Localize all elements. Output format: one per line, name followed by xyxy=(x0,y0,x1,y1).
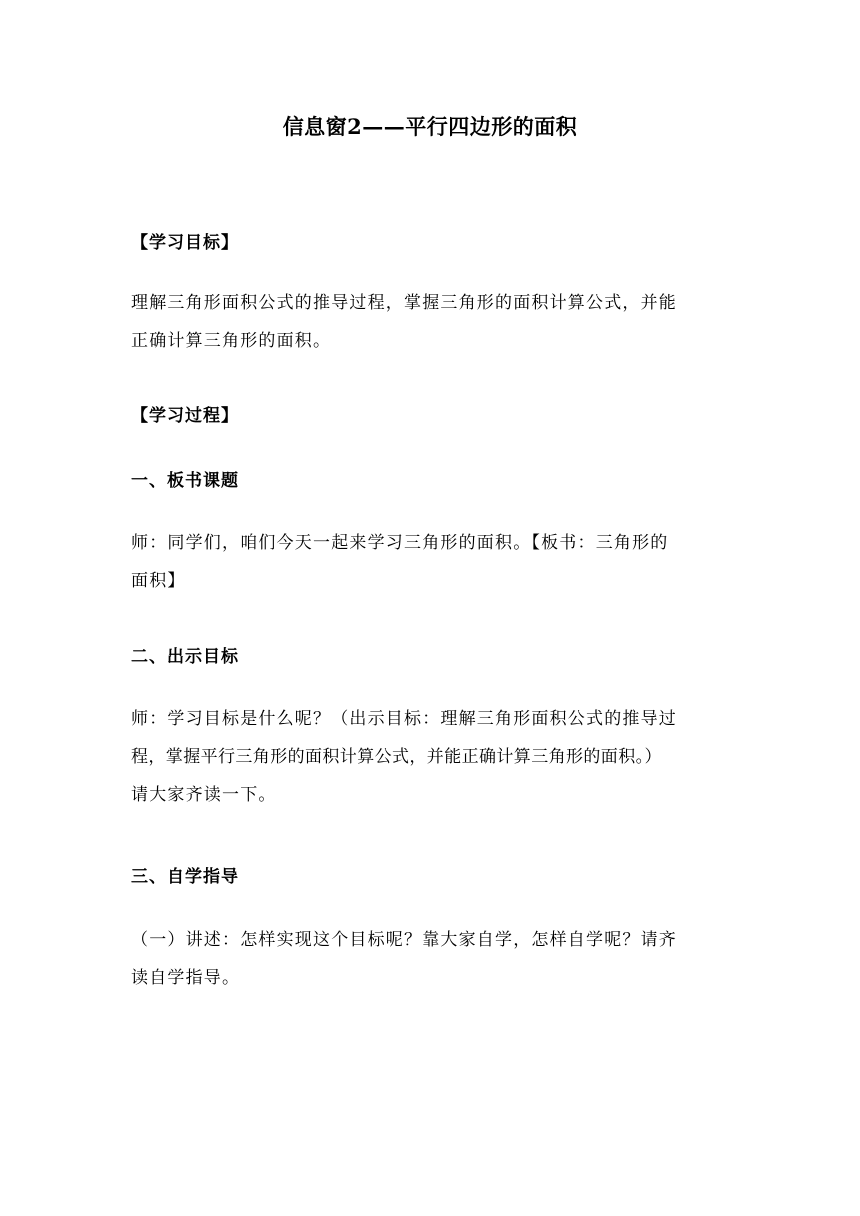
goal-line-2: 正确计算三角形的面积。 xyxy=(131,331,332,351)
step1-line-1: 师：同学们，咱们今天一起来学习三角形的面积。【板书：三角形的 xyxy=(131,533,669,553)
goal-heading: 【学习目标】 xyxy=(131,233,239,253)
step2-paragraph xyxy=(131,700,731,814)
process-heading: 【学习过程】 xyxy=(131,406,239,426)
step1-line-2: 面积】 xyxy=(131,571,186,591)
step1-paragraph xyxy=(131,524,731,600)
step2-line-2: 程，掌握平行三角形的面积计算公式，并能正确计算三角形的面积。） xyxy=(131,747,662,767)
step3-heading: 三、自学指导 xyxy=(131,867,239,887)
step2-heading: 二、出示目标 xyxy=(131,647,239,667)
step3-line-2: 读自学指导。 xyxy=(131,968,241,988)
goal-paragraph xyxy=(131,284,731,360)
goal-line-1: 理解三角形面积公式的推导过程，掌握三角形的面积计算公式，并能 xyxy=(131,293,677,313)
step1-heading: 一、板书课题 xyxy=(131,471,239,491)
step3-line-1: （一）讲述：怎样实现这个目标呢？靠大家自学，怎样自学呢？请齐 xyxy=(131,930,677,950)
step3-paragraph xyxy=(131,921,731,997)
document-title: 信息窗2——平行四边形的面积 xyxy=(282,114,578,139)
step2-line-3: 请大家齐读一下。 xyxy=(131,785,277,805)
step2-line-1: 师：学习目标是什么呢？（出示目标：理解三角形面积公式的推导过 xyxy=(131,709,677,729)
